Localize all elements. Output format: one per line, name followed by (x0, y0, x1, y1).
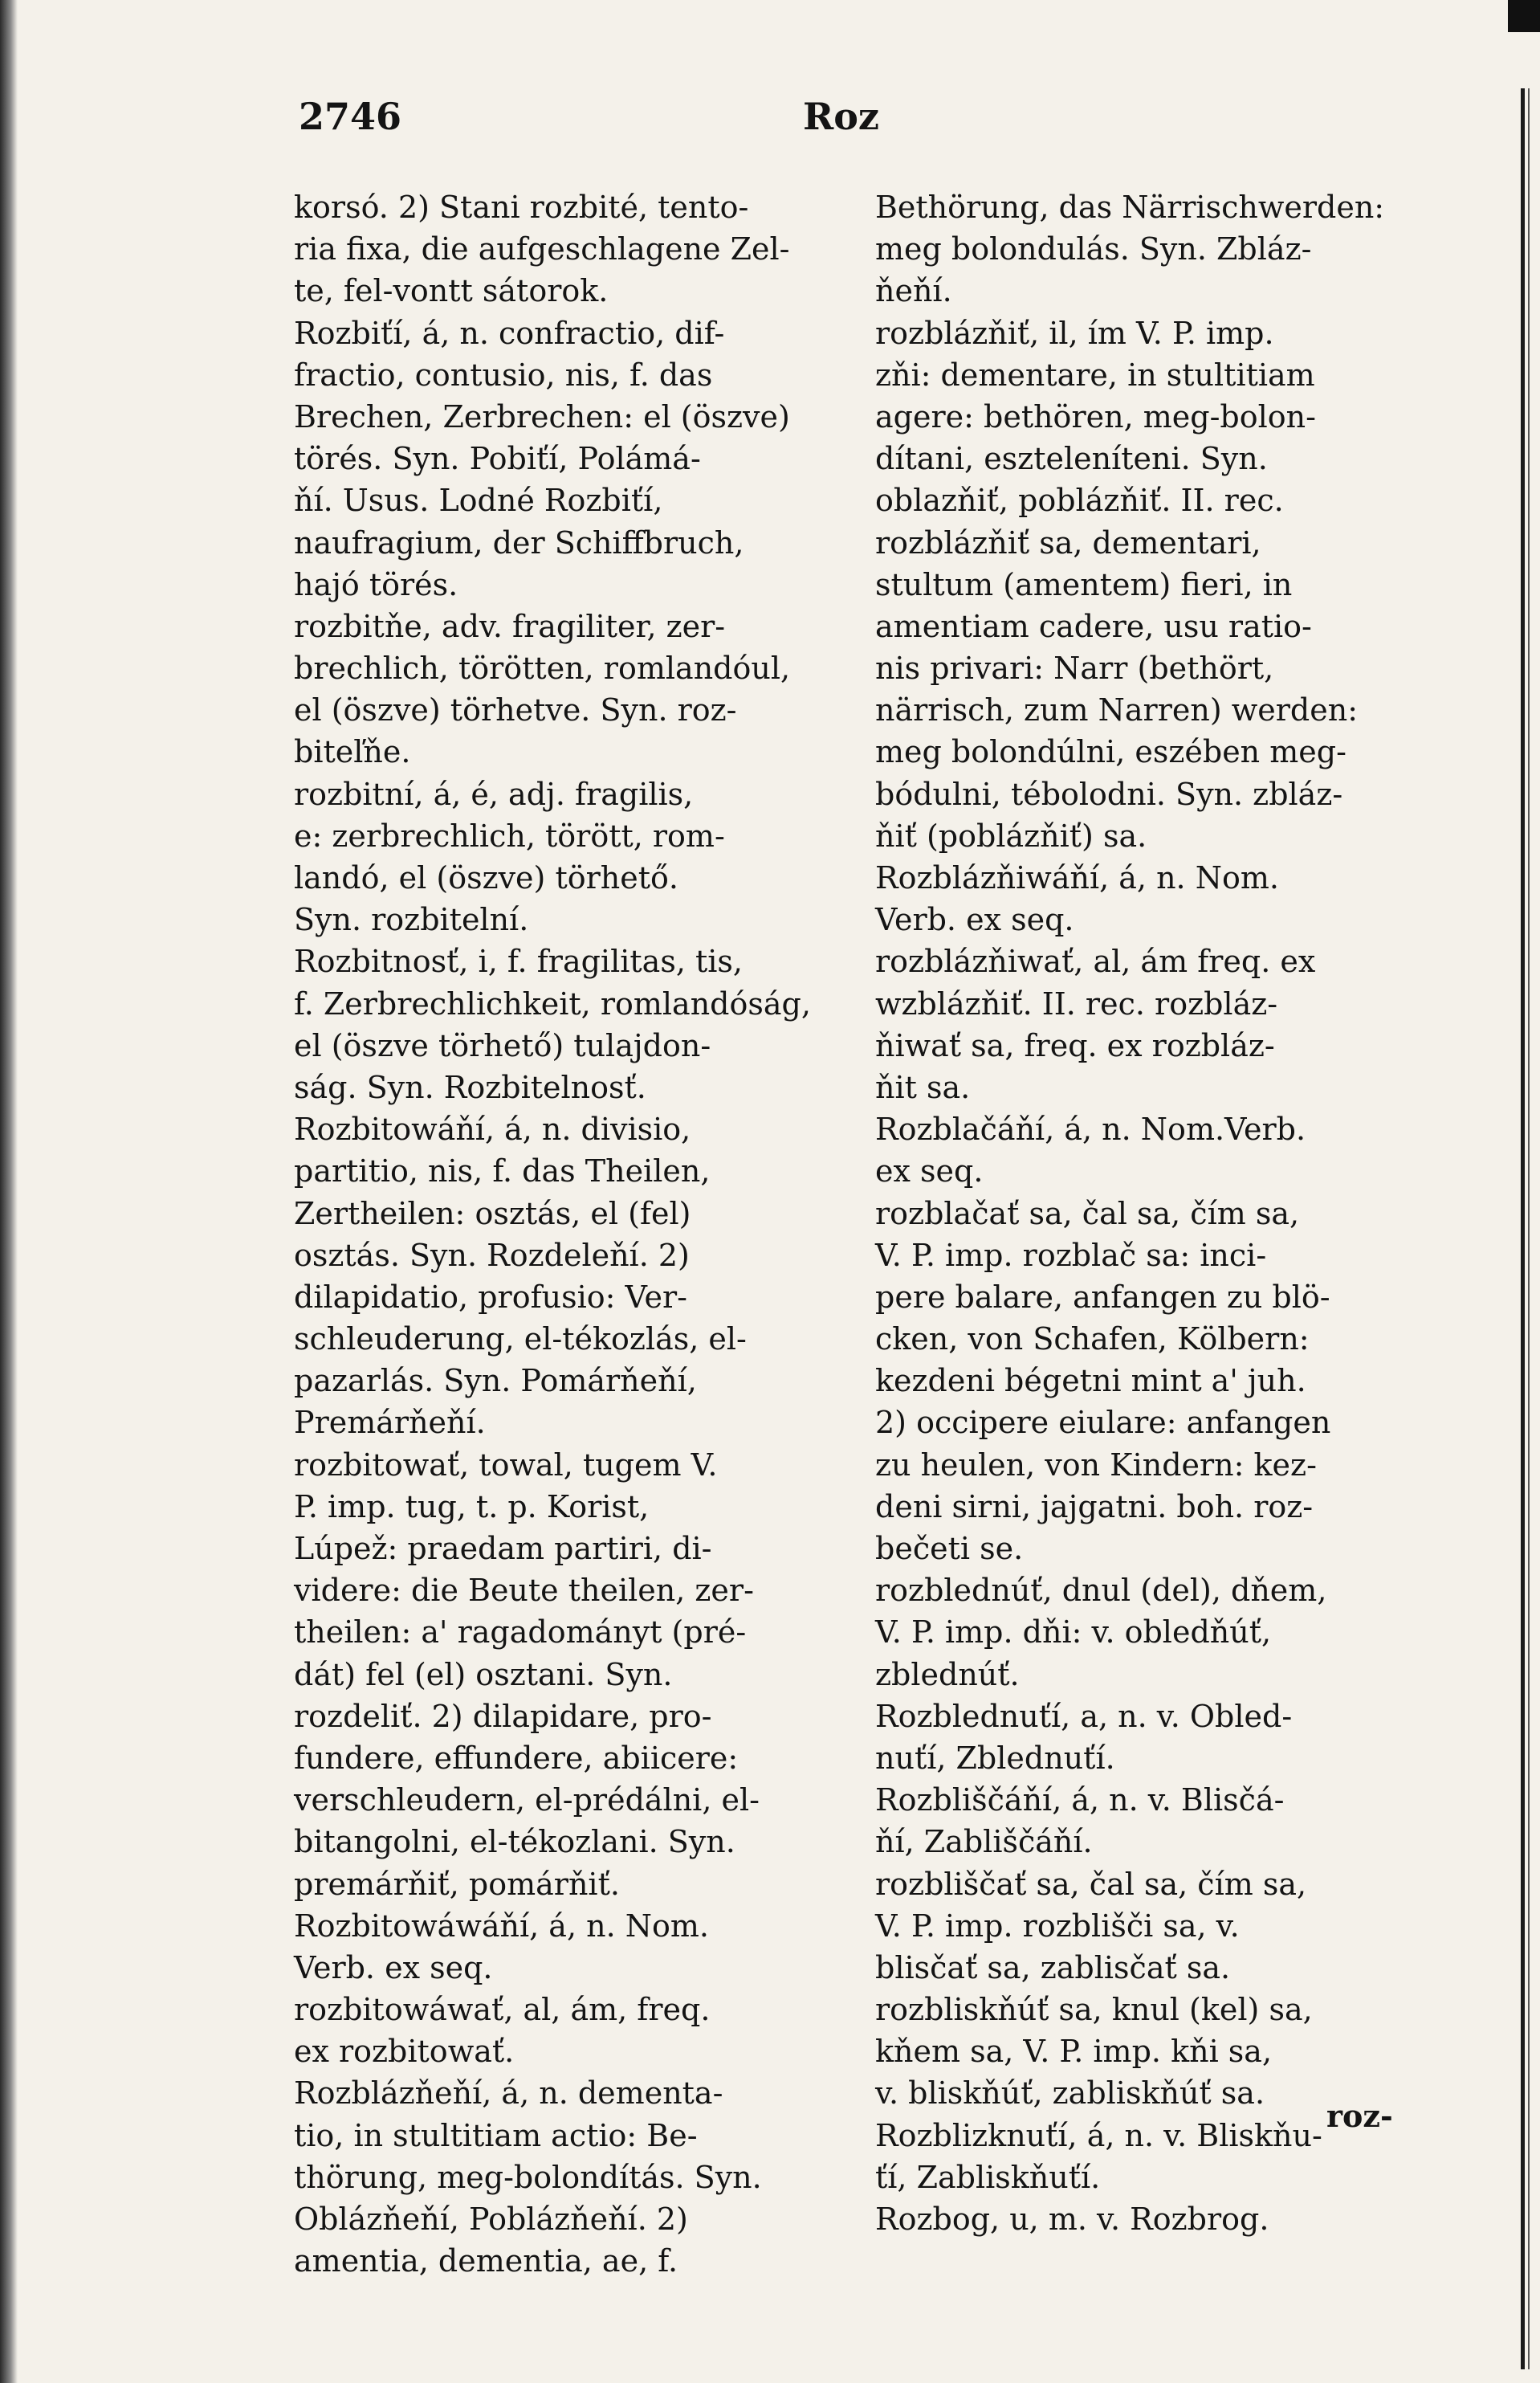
dictionary-line: amentia, dementia, ae, f. (294, 2243, 678, 2279)
dictionary-line: ria fixa, die aufgeschlagene Zel- (294, 231, 790, 267)
dictionary-line: Verb. ex seq. (875, 902, 1074, 938)
dictionary-line: rozblázňiwať, al, ám freq. ex (875, 944, 1316, 980)
dictionary-line: ság. Syn. Rozbitelnosť. (294, 1069, 646, 1105)
dictionary-line: ťí, Zabliskňuťí. (875, 2159, 1101, 2195)
dictionary-line: V. P. imp. rozblač sa: inci- (875, 1237, 1267, 1273)
dictionary-line: rozbitňe, adv. fragiliter, zer- (294, 608, 726, 644)
page-number: 2746 (299, 95, 402, 138)
dictionary-line: bódulni, tébolodni. Syn. zbláz- (875, 776, 1343, 812)
dictionary-line: törés. Syn. Pobiťí, Polámá- (294, 441, 701, 477)
dictionary-line: rozblázňiť sa, dementari, (875, 524, 1261, 561)
dictionary-line: f. Zerbrechlichkeit, romlandóság, (294, 985, 811, 1022)
dictionary-line: dítani, eszteleníteni. Syn. (875, 441, 1268, 477)
dictionary-line: rozblačať sa, čal sa, čím sa, (875, 1195, 1300, 1231)
dictionary-line: Bethörung, das Närrischwerden: (875, 190, 1385, 225)
dictionary-line: ňí, Zabliščáňí. (875, 1824, 1093, 1860)
dictionary-line: P. imp. tug, t. p. Korist, (294, 1488, 650, 1524)
dictionary-line: Rozbitnosť, i, f. fragilitas, tis, (294, 944, 743, 980)
dictionary-line: rozbitowať, towal, tugem V. (294, 1447, 718, 1483)
dictionary-line: meg bolondúlni, eszében meg- (875, 734, 1346, 770)
dictionary-line: ex seq. (875, 1153, 984, 1189)
dictionary-line: rozblednúť, dnul (del), dňem, (875, 1573, 1327, 1609)
dictionary-line: amentiam cadere, usu ratio- (875, 608, 1312, 644)
dictionary-line: Rozbitowáwáňí, á, n. Nom. (294, 1908, 709, 1944)
dictionary-line: Rozbitowáňí, á, n. divisio, (294, 1112, 691, 1148)
dictionary-line: dát) fel (el) osztani. Syn. (294, 1656, 673, 1692)
dictionary-line: rozblázňiť, il, ím V. P. imp. (875, 315, 1274, 351)
dictionary-line: osztás. Syn. Rozdeleňí. 2) (294, 1237, 690, 1273)
dictionary-line: brechlich, törötten, romlandóul, (294, 651, 791, 687)
dictionary-line: Rozbiťí, á, n. confractio, dif- (294, 315, 725, 351)
dictionary-line: bitangolni, el-tékozlani. Syn. (294, 1824, 735, 1860)
dictionary-line: närrisch, zum Narren) werden: (875, 692, 1359, 728)
dictionary-line: zblednúť. (875, 1656, 1020, 1692)
dictionary-line: biteľňe. (294, 734, 411, 770)
catchword: roz- (1326, 2098, 1393, 2134)
dictionary-line: V. P. imp. rozblišči sa, v. (875, 1908, 1240, 1944)
dictionary-line: wzblázňiť. II. rec. rozbláz- (875, 985, 1278, 1022)
dictionary-line: rozbitní, á, é, adj. fragilis, (294, 776, 694, 812)
dictionary-line: Rozblačáňí, á, n. Nom.Verb. (875, 1112, 1306, 1148)
dictionary-line: meg bolondulás. Syn. Zbláz- (875, 231, 1312, 267)
right-column (875, 186, 1437, 2240)
dictionary-line: rozbliščať sa, čal sa, čím sa, (875, 1866, 1307, 1902)
running-head: Roz (803, 95, 880, 138)
dictionary-line: Brechen, Zerbrechen: el (öszve) (294, 398, 790, 435)
dictionary-line: dilapidatio, profusio: Ver- (294, 1279, 687, 1315)
dictionary-line: kňem sa, V. P. imp. kňi sa, (875, 2034, 1273, 2070)
dictionary-line: 2) occipere eiulare: anfangen (875, 1405, 1331, 1441)
dictionary-line: cken, von Schafen, Kölbern: (875, 1321, 1310, 1357)
dictionary-line: e: zerbrechlich, törött, rom- (294, 818, 725, 854)
dictionary-line: v. bliskňúť, zabliskňúť sa. (875, 2075, 1265, 2112)
dictionary-line: rozbliskňúť sa, knul (kel) sa, (875, 1992, 1313, 2028)
dictionary-line: fundere, effundere, abiicere: (294, 1740, 739, 1776)
dictionary-line: Rozblizknuťí, á, n. v. Bliskňu- (875, 2117, 1322, 2153)
dictionary-line: videre: die Beute theilen, zer- (294, 1573, 754, 1609)
dictionary-line: premárňiť, pomárňiť. (294, 1866, 620, 1902)
dictionary-line: Rozblázňiwáňí, á, n. Nom. (875, 860, 1279, 896)
dictionary-line: zňi: dementare, in stultitiam (875, 357, 1315, 393)
dictionary-line: kezdeni bégetni mint a' juh. (875, 1363, 1306, 1399)
scan-corner (1508, 0, 1540, 32)
dictionary-line: Syn. rozbitelní. (294, 902, 529, 938)
dictionary-line: rozdeliť. 2) dilapidare, pro- (294, 1698, 712, 1734)
dictionary-line: ňit sa. (875, 1069, 971, 1105)
dictionary-line: Lúpež: praedam partiri, di- (294, 1531, 712, 1566)
dictionary-line: ňeňí. (875, 273, 952, 309)
dictionary-line: Rozbog, u, m. v. Rozbrog. (875, 2201, 1269, 2237)
dictionary-line: blisčať sa, zablisčať sa. (875, 1949, 1231, 1985)
dictionary-line: ňiwať sa, freq. ex rozbláz- (875, 1027, 1275, 1063)
dictionary-line: rozbitowáwať, al, ám, freq. (294, 1992, 711, 2028)
dictionary-line: nis privari: Narr (bethört, (875, 651, 1274, 687)
dictionary-line: ňí. Usus. Lodné Rozbiťí, (294, 483, 663, 519)
left-column (294, 186, 856, 2282)
dictionary-line: Rozblednuťí, a, n. v. Obled- (875, 1698, 1293, 1734)
dictionary-line: Zertheilen: osztás, el (fel) (294, 1195, 691, 1231)
dictionary-line: el (öszve törhető) tulajdon- (294, 1027, 711, 1063)
dictionary-line: Rozblázňeňí, á, n. dementa- (294, 2075, 723, 2112)
dictionary-line: partitio, nis, f. das Theilen, (294, 1153, 711, 1189)
dictionary-line: theilen: a' ragadományt (pré- (294, 1614, 747, 1651)
dictionary-line: deni sirni, jajgatni. boh. roz- (875, 1488, 1314, 1524)
dictionary-line: nuťí, Zblednuťí. (875, 1740, 1115, 1776)
page-edge-rule (1521, 88, 1525, 2369)
dictionary-line: verschleudern, el-prédálni, el- (294, 1782, 760, 1818)
dictionary-line: Verb. ex seq. (294, 1949, 493, 1985)
dictionary-line: thörung, meg-bolondítás. Syn. (294, 2159, 762, 2195)
dictionary-line: ex rozbitowať. (294, 2034, 515, 2070)
dictionary-line: te, fel-vontt sátorok. (294, 273, 609, 309)
dictionary-line: ňiť (poblázňiť) sa. (875, 818, 1147, 854)
dictionary-line: oblazňiť, poblázňiť. II. rec. (875, 483, 1284, 519)
dictionary-line: Premárňeňí. (294, 1405, 486, 1441)
dictionary-line: stultum (amentem) fieri, in (875, 566, 1293, 602)
dictionary-line: zu heulen, von Kindern: kez- (875, 1447, 1317, 1483)
dictionary-line: Rozbliščáňí, á, n. v. Blisčá- (875, 1782, 1285, 1818)
dictionary-line: bečeti se. (875, 1531, 1024, 1566)
dictionary-line: Oblázňeňí, Poblázňeňí. 2) (294, 2201, 688, 2237)
dictionary-line: schleuderung, el-tékozlás, el- (294, 1321, 747, 1357)
dictionary-line: pere balare, anfangen zu blö- (875, 1279, 1330, 1315)
scan-shadow-left (0, 0, 18, 2383)
dictionary-line: agere: bethören, meg-bolon- (875, 398, 1316, 435)
dictionary-line: landó, el (öszve) törhető. (294, 860, 678, 896)
page-header (0, 95, 1540, 151)
page-edge-rule-thin (1528, 88, 1530, 2369)
dictionary-line: tio, in stultitiam actio: Be- (294, 2117, 698, 2153)
dictionary-line: el (öszve) törhetve. Syn. roz- (294, 692, 737, 728)
dictionary-line: korsó. 2) Stani rozbité, tento- (294, 190, 749, 225)
dictionary-line: fractio, contusio, nis, f. das (294, 357, 713, 393)
dictionary-line: pazarlás. Syn. Pomárňeňí, (294, 1363, 697, 1399)
dictionary-line: hajó törés. (294, 566, 458, 602)
dictionary-line: V. P. imp. dňi: v. obledňúť, (875, 1614, 1272, 1651)
dictionary-line: naufragium, der Schiffbruch, (294, 524, 744, 561)
